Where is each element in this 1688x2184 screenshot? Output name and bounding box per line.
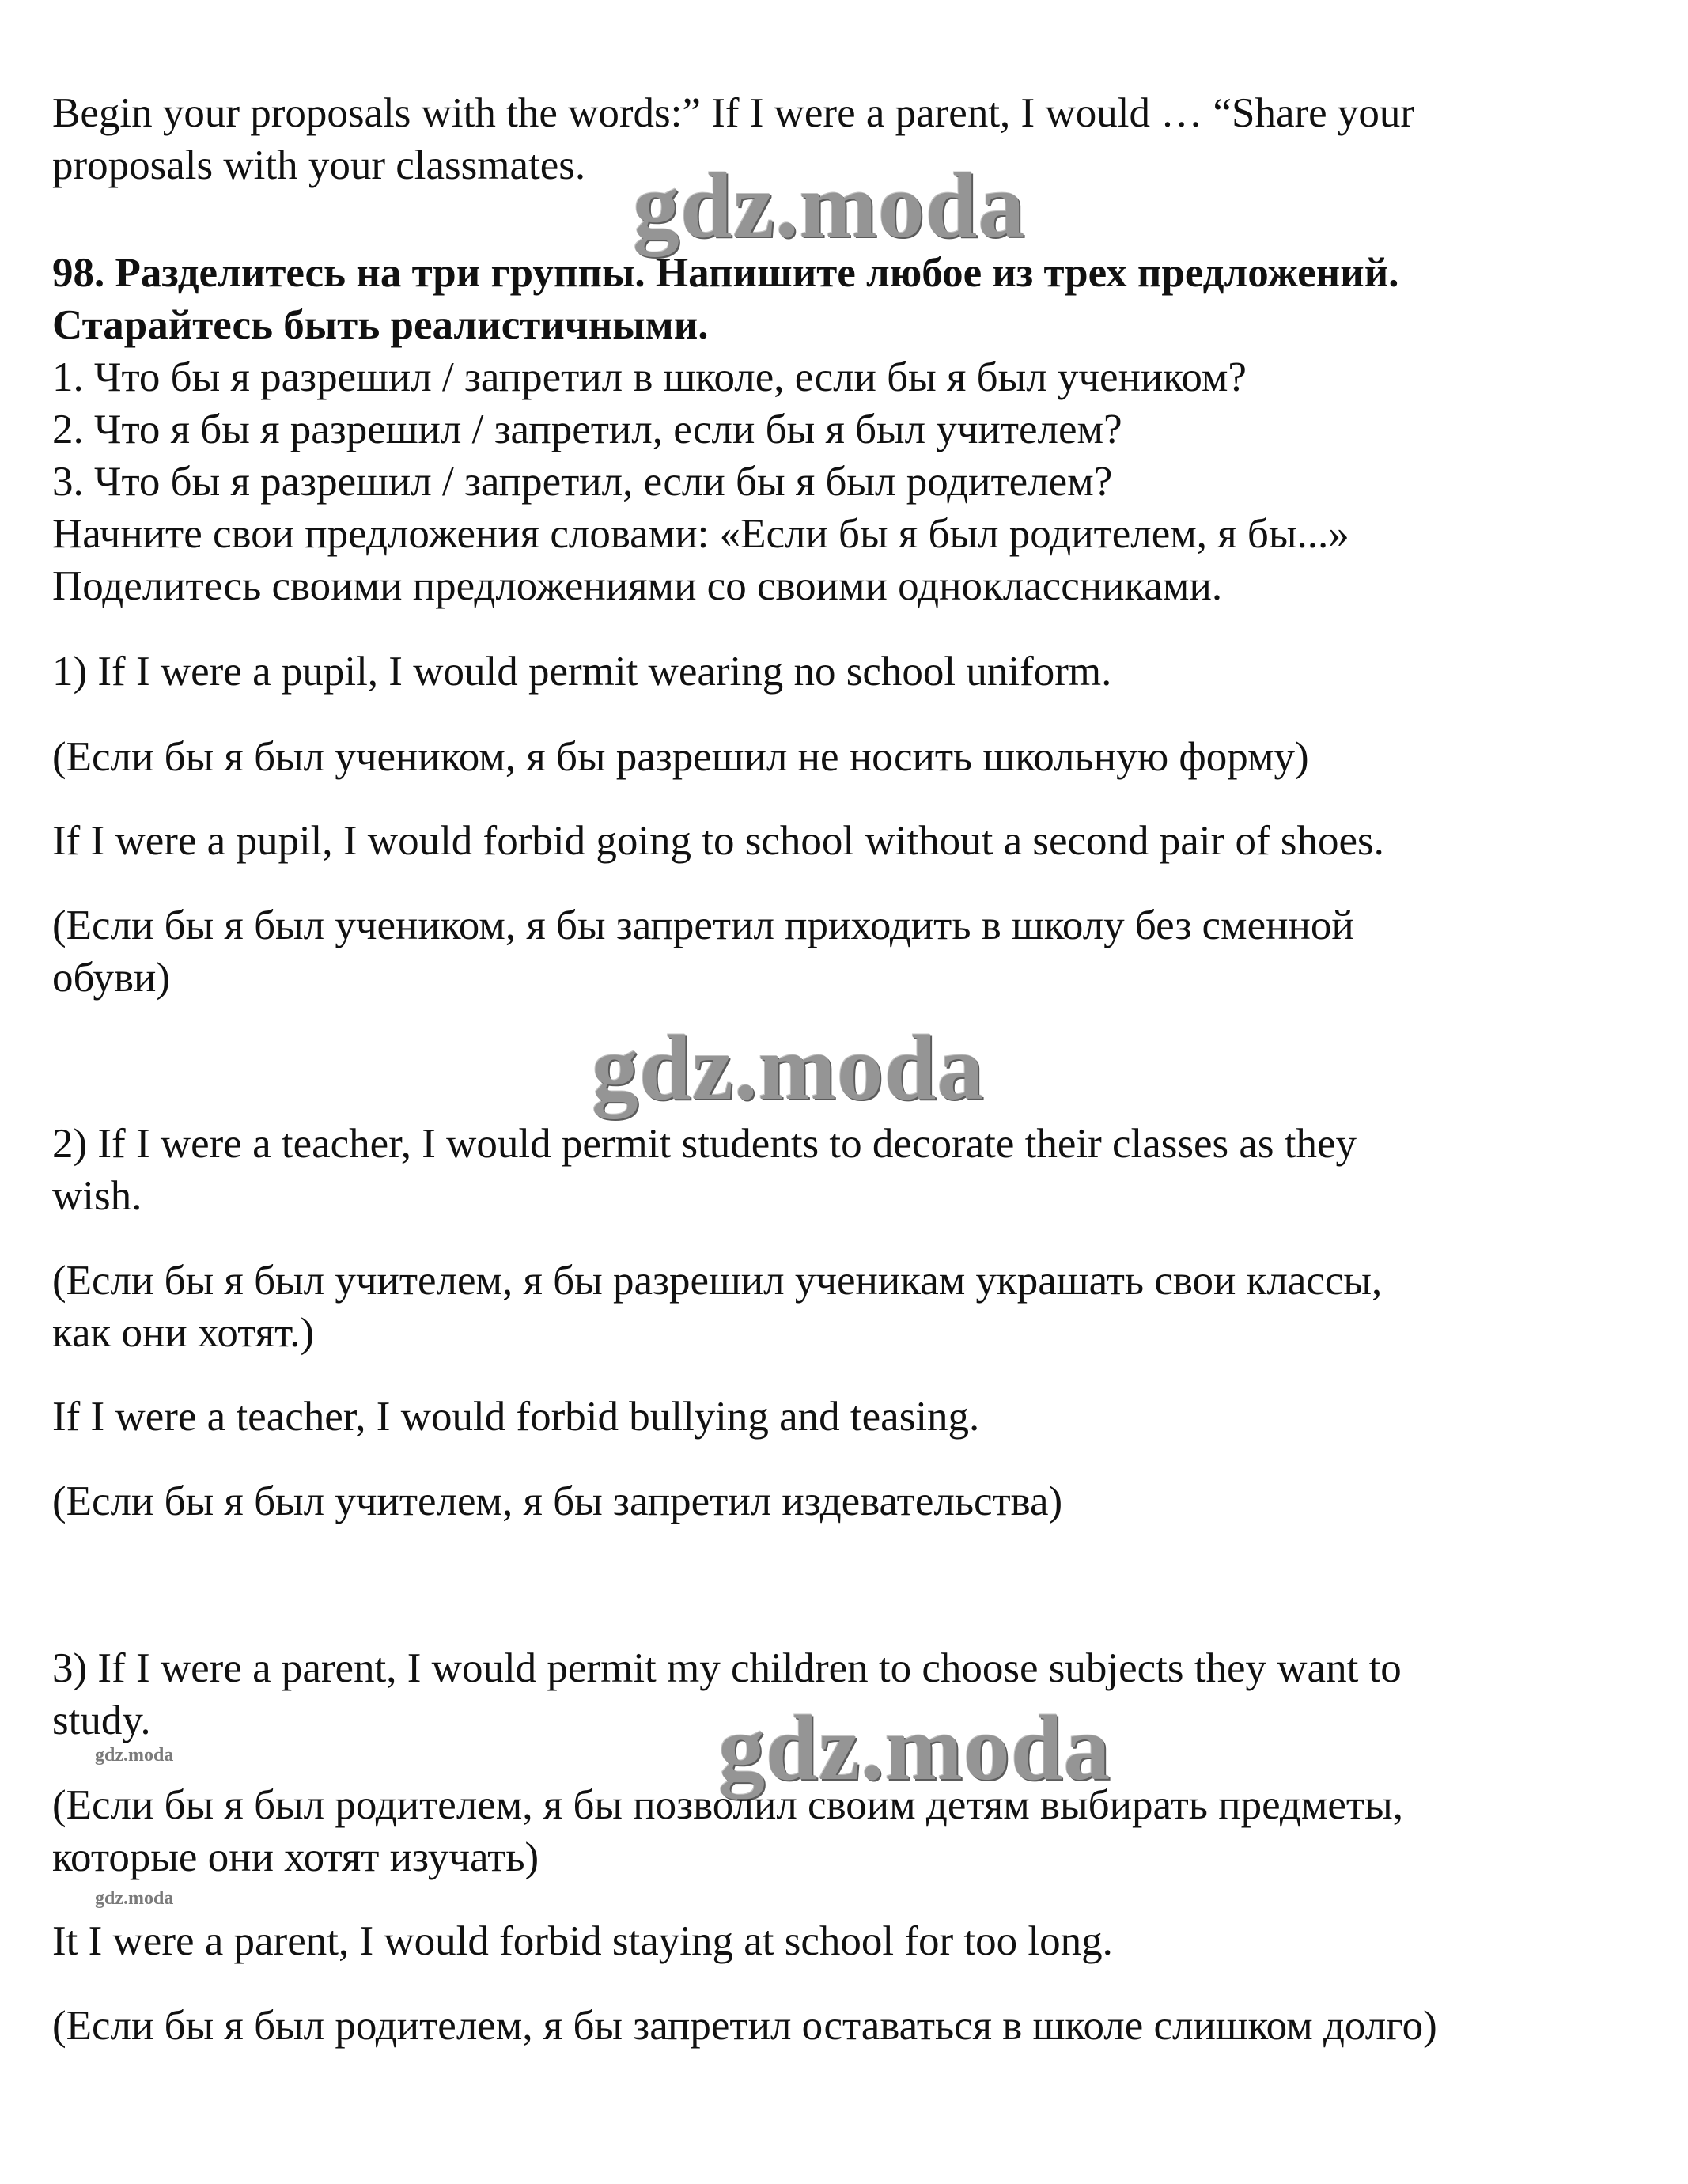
answer-5-russian-line-2: которые они хотят изучать) — [52, 1834, 539, 1880]
task-item-1: 1. Что бы я разрешил / запретил в школе, если бы я был учеником? — [52, 354, 1247, 400]
answer-5-english-line-1: 3) If I were a parent, I would permit my children to choose subjects they want to — [52, 1645, 1402, 1691]
task-instruction-line-1: Начните свои предложения словами: «Если бы я был родителем, я бы...» — [52, 511, 1349, 557]
answer-1-russian: (Если бы я был учеником, я бы разрешил не носить школьную форму) — [52, 734, 1309, 780]
answer-3-english-line-2: wish. — [52, 1173, 142, 1219]
answer-3-russian-line-2: как они хотят.) — [52, 1310, 315, 1356]
task-heading-line-2: Старайтесь быть реалистичными. — [52, 302, 709, 348]
watermark-logo: gdz.moda — [592, 1016, 985, 1119]
intro-line-1: Begin your proposals with the words:” If I were a parent, I would … “Share your — [52, 90, 1415, 136]
task-instruction-line-2: Поделитесь своими предложениями со своими одноклассниками. — [52, 563, 1223, 609]
answer-2-english: If I were a pupil, I would forbid going to school without a second pair of shoes. — [52, 818, 1384, 864]
answer-5-english-line-2: study. — [52, 1698, 151, 1743]
task-heading-line-1: 98. Разделитесь на три группы. Напишите любое из трех предложений. — [52, 250, 1399, 296]
answer-1-english: 1) If I were a pupil, I would permit wearing no school uniform. — [52, 649, 1112, 695]
task-item-3: 3. Что бы я разрешил / запретил, если бы я был родителем? — [52, 459, 1113, 505]
answer-4-english: If I were a teacher, I would forbid bullying and teasing. — [52, 1394, 980, 1440]
intro-line-2: proposals with your classmates. — [52, 142, 586, 188]
answer-5-russian-line-1: (Если бы я был родителем, я бы позволил своим детям выбирать предметы, — [52, 1782, 1403, 1828]
answer-3-russian-line-1: (Если бы я был учителем, я бы разрешил ученикам украшать свои классы, — [52, 1258, 1383, 1304]
watermark-logo: gdz.moda — [718, 1696, 1111, 1800]
watermark-logo: gdz.moda — [633, 153, 1026, 257]
watermark-small: gdz.moda — [95, 1888, 174, 1909]
answer-2-russian-line-2: обуви) — [52, 955, 170, 1001]
answer-6-english: It I were a parent, I would forbid staying at school for too long. — [52, 1918, 1113, 1964]
watermark-small: gdz.moda — [95, 1745, 174, 1766]
answer-4-russian: (Если бы я был учителем, я бы запретил издевательства) — [52, 1478, 1063, 1524]
task-item-2: 2. Что я бы я разрешил / запретил, если бы я был учителем? — [52, 407, 1122, 452]
answer-6-russian: (Если бы я был родителем, я бы запретил оставаться в школе слишком долго) — [52, 2003, 1437, 2049]
answer-2-russian-line-1: (Если бы я был учеником, я бы запретил приходить в школу без сменной — [52, 903, 1354, 948]
answer-3-english-line-1: 2) If I were a teacher, I would permit students to decorate their classes as they — [52, 1121, 1357, 1167]
